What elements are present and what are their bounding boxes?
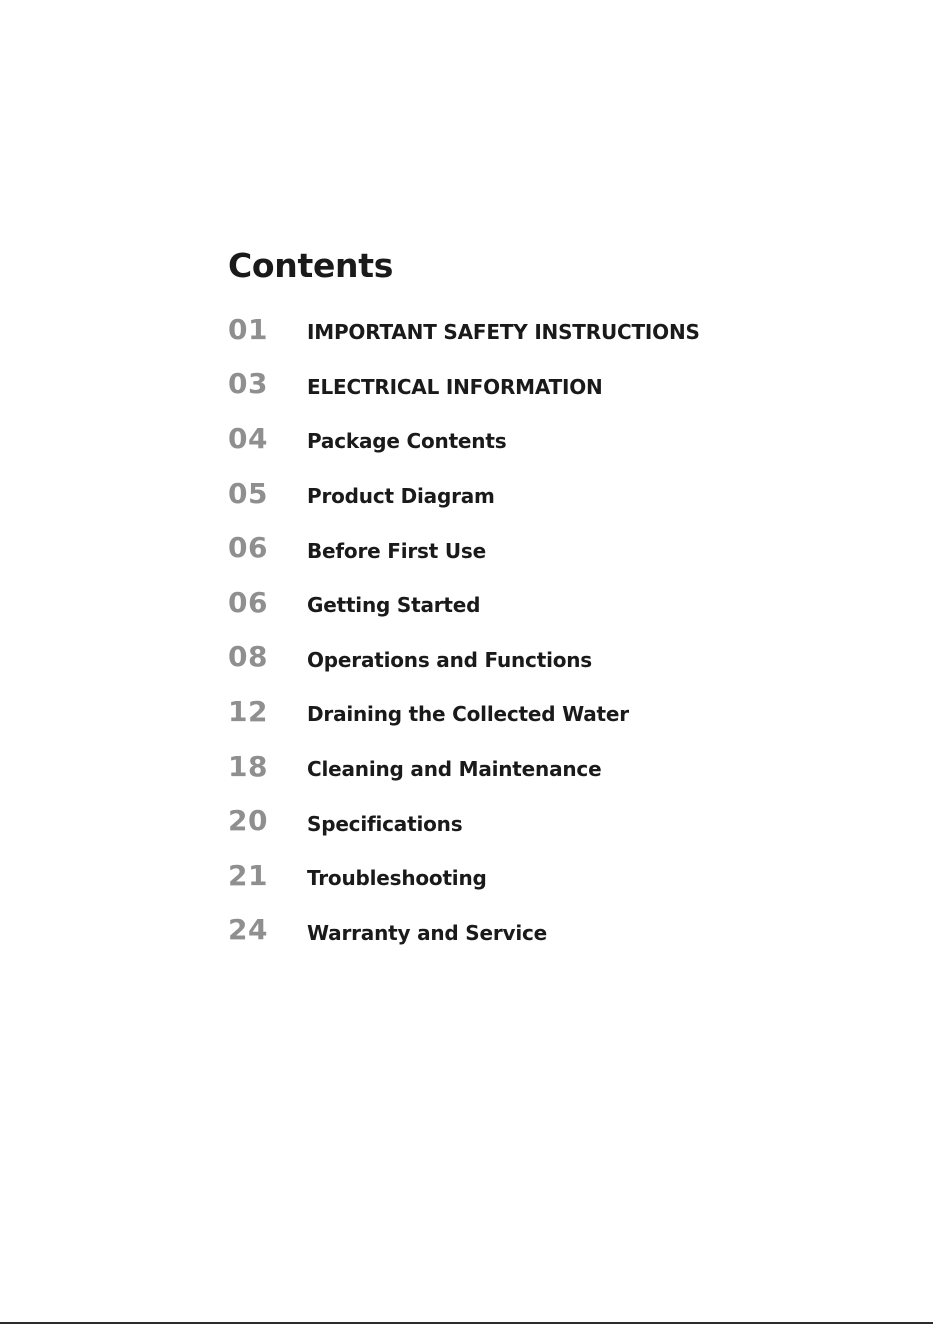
toc-entry-label: Getting Started — [307, 593, 481, 618]
toc-entry[interactable] — [228, 904, 700, 963]
page-title: Contents — [228, 246, 394, 285]
toc-page-number: 04 — [228, 421, 268, 455]
toc-page-number: 01 — [228, 312, 268, 346]
toc-entry-label: Before First Use — [307, 538, 486, 563]
toc-page-number: 03 — [228, 367, 268, 401]
toc-page-number: 18 — [228, 749, 268, 783]
toc-page-number: 20 — [228, 804, 268, 838]
toc-page-number: 24 — [228, 913, 268, 947]
toc-entry[interactable] — [228, 794, 700, 853]
toc-entry[interactable] — [228, 467, 700, 526]
toc-entry[interactable] — [228, 521, 700, 580]
toc-entry-label: ELECTRICAL INFORMATION — [307, 374, 603, 399]
toc-entry-label: Cleaning and Maintenance — [307, 757, 602, 782]
toc-entry[interactable] — [228, 740, 700, 799]
toc-page-number: 06 — [228, 585, 268, 619]
toc-page-number: 21 — [228, 858, 268, 892]
toc-entry-label: Specifications — [307, 811, 463, 836]
toc-list — [228, 303, 700, 962]
toc-entry-label: Product Diagram — [307, 484, 495, 509]
toc-page-number: 08 — [228, 640, 268, 674]
toc-entry[interactable] — [228, 358, 700, 417]
toc-entry-label: Troubleshooting — [307, 866, 487, 891]
toc-entry[interactable] — [228, 576, 700, 635]
toc-entry[interactable] — [228, 849, 700, 908]
toc-page-number: 05 — [228, 476, 268, 510]
toc-entry-label: Operations and Functions — [307, 647, 593, 672]
toc-entry-label: Package Contents — [307, 429, 507, 454]
table-of-contents — [228, 243, 868, 947]
toc-page-number: 06 — [228, 531, 268, 565]
toc-entry[interactable] — [228, 631, 700, 690]
toc-page-number: 12 — [228, 694, 268, 728]
toc-entry-label: IMPORTANT SAFETY INSTRUCTIONS — [307, 320, 700, 345]
toc-entry[interactable] — [228, 685, 700, 744]
toc-entry[interactable] — [228, 412, 700, 471]
toc-entry-label: Draining the Collected Water — [307, 702, 629, 727]
toc-entry-label: Warranty and Service — [307, 920, 548, 945]
toc-entry[interactable] — [228, 303, 700, 362]
